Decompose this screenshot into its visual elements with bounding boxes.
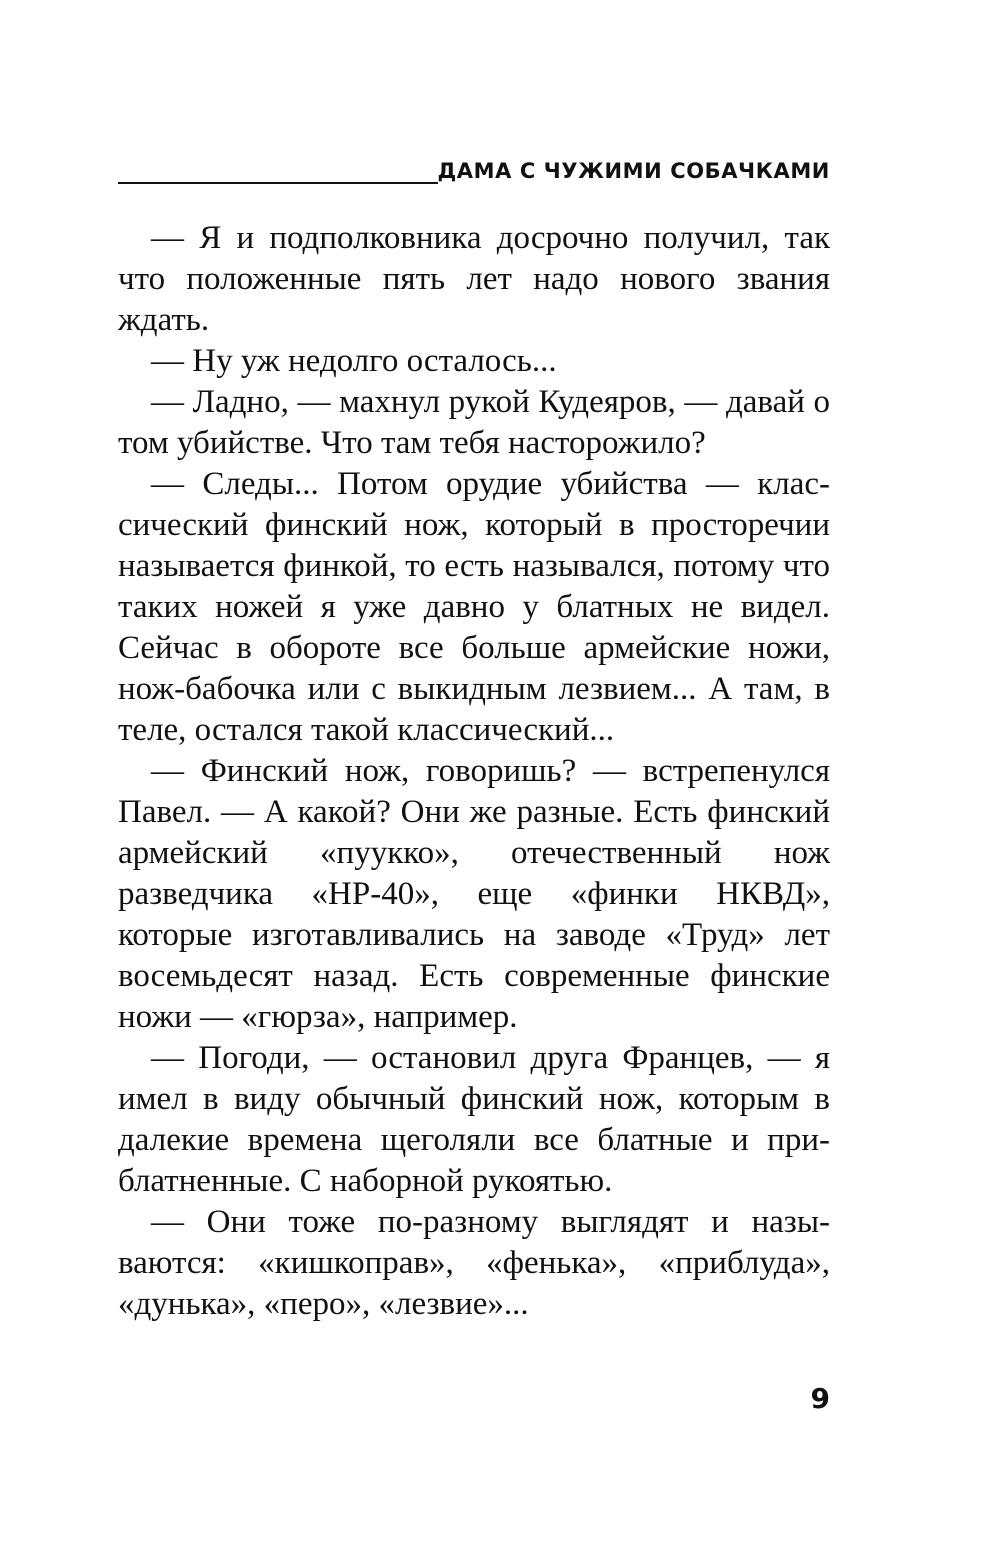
header-rule [118,182,438,184]
page-number: 9 [810,1382,830,1415]
body-text [118,218,830,1325]
paragraph: — Ну уж недолго осталось... [151,343,557,379]
book-title: ДАМА С ЧУЖИМИ СОБАЧКАМИ [437,159,830,183]
paragraph: — Я и подполковника досрочно получил, так что положенные пять лет надо нового звания ждать. [118,220,830,338]
paragraph: — Они тоже по-разному выглядят и называются: «кишкоправ», «фенька», «приблуда», «дунька», «перо», «лезвие»... [118,1204,830,1322]
paragraph: — Погоди, — остановил друга Францев, — я имел в виду обычный финский нож, которым в далекие времена щеголяли все блатные и приблатненные. С наборной рукоятью. [118,1040,830,1199]
paragraph: — Следы... Потом орудие убийства — классический финский нож, который в просторечии называется финкой, то есть назывался, потому что таких ножей я уже давно у блатных не видел. Сейчас в обороте все больше армейские ножи, нож-бабочка или с выкидным лезвием... А там, в теле, остался такой классический... [118,466,830,748]
paragraph: — Финский нож, говоришь? — встрепенулся Павел. — А какой? Они же разные. Есть финский армейский «пуукко», отечественный нож разведчика «НР-40», еще «финки НКВД», которые изготавливались на заводе «Труд» лет восемьдесят назад. Есть современные финские ножи — «гюрза», например. [118,753,830,1035]
paragraph: — Ладно, — махнул рукой Кудеяров, — давай о том убийстве. Что там тебя насторожило? [118,384,830,461]
running-head [118,154,830,188]
